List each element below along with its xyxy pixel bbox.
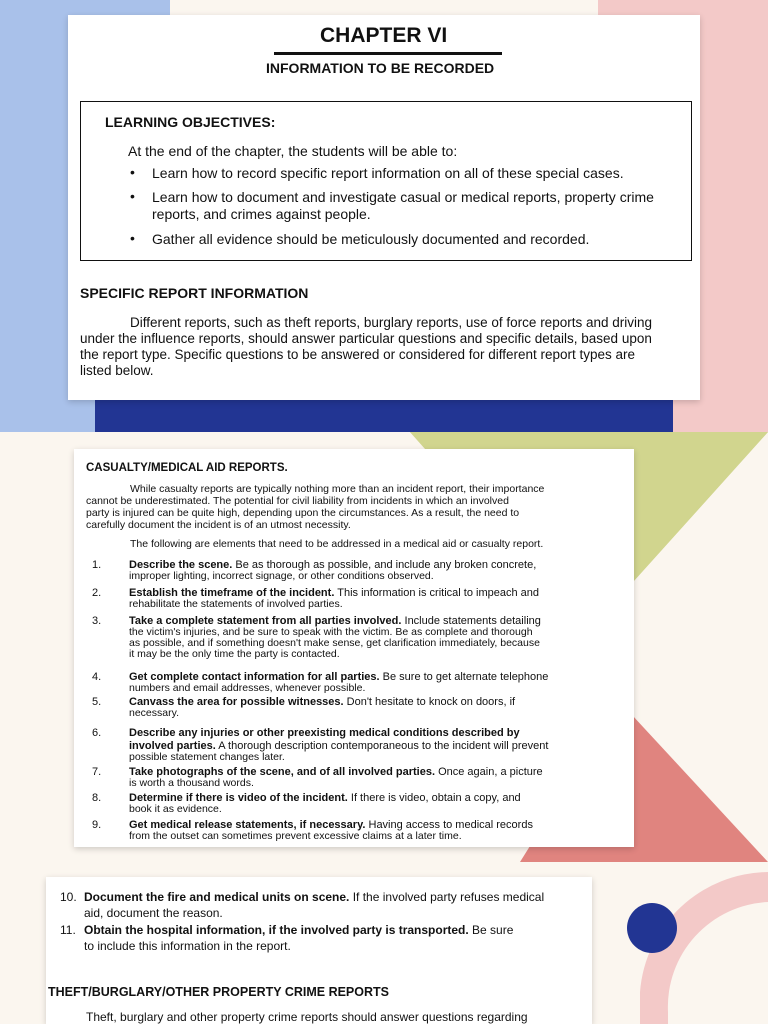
item-text-cont: from the outset can sometimes prevent excessive claims at a later time.: [129, 830, 462, 842]
item-text-cont: possible statement changes later.: [129, 751, 285, 763]
page-casualty-reports: [74, 449, 634, 847]
item-text-cont: it may be the only time the party is contacted.: [129, 648, 340, 660]
item-title: Take a complete statement from all parties involved.: [129, 615, 402, 627]
item-number: 1.: [92, 559, 102, 571]
item-title: Describe the scene.: [129, 559, 233, 571]
item-number: 6.: [92, 727, 102, 739]
objective-item: Gather all evidence should be meticulously documented and recorded.: [152, 231, 590, 247]
item-text-cont: book it as evidence.: [129, 803, 222, 815]
item-text: Once again, a picture: [435, 766, 543, 778]
item-text-cont: improper lighting, incorrect signage, or other conditions observed.: [129, 570, 434, 582]
intro-line: carefully document the incident is of an utmost necessity.: [86, 519, 351, 531]
item-text-cont: to include this information in the report.: [84, 939, 291, 953]
page-chapter-vi: [68, 15, 700, 400]
objective-item-cont: reports, and crimes against people.: [152, 206, 371, 222]
item-text: Include statements detailing: [401, 615, 541, 627]
item-number: 4.: [92, 671, 102, 683]
item-title: Get complete contact information for all parties.: [129, 671, 380, 683]
item-text: If the involved party refuses medical: [349, 890, 545, 904]
paragraph-line: Theft, burglary and other property crime reports should answer questions regarding: [86, 1010, 528, 1024]
item-title: Document the fire and medical units on scene.: [84, 890, 350, 904]
item-title: Determine if there is video of the incident.: [129, 792, 348, 804]
bullet-icon: •: [130, 188, 135, 204]
chapter-subtitle: INFORMATION TO BE RECORDED: [266, 60, 495, 76]
paragraph-line: under the influence reports, should answer particular questions and specific details, based upon: [80, 331, 652, 346]
item-number: 11.: [60, 923, 76, 937]
objective-item: Learn how to document and investigate casual or medical reports, property crime: [152, 189, 654, 205]
item-title: Establish the timeframe of the incident.: [129, 587, 335, 599]
list-item: [84, 890, 544, 904]
background-navy-band: [95, 398, 673, 432]
item-title: Take photographs of the scene, and of all involved parties.: [129, 766, 436, 778]
bullet-icon: •: [130, 164, 135, 180]
item-text: Be sure: [468, 923, 514, 937]
title-underline: [274, 52, 502, 55]
item-title: involved parties.: [129, 740, 216, 752]
item-number: 9.: [92, 819, 102, 831]
item-text-cont: is worth a thousand words.: [129, 777, 254, 789]
list-item: [129, 727, 520, 739]
item-number: 10.: [60, 890, 77, 904]
paragraph-line: Different reports, such as theft reports, burglary reports, use of force reports and driving: [130, 315, 652, 330]
item-text: If there is video, obtain a copy, and: [347, 792, 521, 804]
section-heading: THEFT/BURGLARY/OTHER PROPERTY CRIME REPORTS: [48, 985, 389, 999]
item-title: Canvass the area for possible witnesses.: [129, 696, 344, 708]
item-text: A thorough description contemporaneous to the incident will prevent: [215, 740, 549, 752]
list-item: [84, 923, 513, 937]
item-text-cont: as possible, and if something doesn't make sense, get clarification immediately, because: [129, 637, 540, 649]
item-number: 2.: [92, 587, 102, 599]
objective-item: Learn how to record specific report information on all of these special cases.: [152, 165, 624, 181]
item-text-cont: necessary.: [129, 707, 179, 719]
item-number: 5.: [92, 696, 102, 708]
item-text: This information is critical to impeach and: [334, 587, 539, 599]
objectives-intro: At the end of the chapter, the students will be able to:: [128, 143, 458, 159]
item-title: Obtain the hospital information, if the involved party is transported.: [84, 923, 469, 937]
item-number: 3.: [92, 615, 102, 627]
item-text-cont: rehabilitate the statements of involved parties.: [129, 598, 343, 610]
navy-dot: [627, 903, 677, 953]
list-item: [129, 696, 515, 708]
learning-objectives-box: [80, 101, 692, 261]
item-text: Having access to medical records: [365, 819, 533, 831]
item-text-cont: aid, document the reason.: [84, 906, 223, 920]
page-continued: [46, 877, 592, 1024]
item-text: Be as thorough as possible, and include any broken concrete,: [232, 559, 537, 571]
chapter-title: CHAPTER VI: [320, 24, 448, 47]
intro-line: party is injured can be quite high, depending upon the circumstances. As a result, the need to: [86, 507, 520, 519]
item-text: Be sure to get alternate telephone: [379, 671, 549, 683]
item-text: Don't hesitate to knock on doors, if: [343, 696, 516, 708]
item-text-cont: the victim's injuries, and be sure to speak with the victim. Be as complete and thorough: [129, 626, 533, 638]
section-heading: CASUALTY/MEDICAL AID REPORTS.: [86, 462, 288, 474]
bullet-icon: •: [130, 230, 135, 246]
section-heading: SPECIFIC REPORT INFORMATION: [80, 285, 309, 301]
item-title: Describe any injuries or other preexisting medical conditions described by: [129, 727, 520, 739]
intro-line: cannot be underestimated. The potential for civil liability from incidents in which an involved: [86, 495, 509, 507]
item-title: Get medical release statements, if necessary.: [129, 819, 366, 831]
paragraph-line: listed below.: [80, 363, 154, 378]
item-number: 8.: [92, 792, 102, 804]
lead-line: The following are elements that need to be addressed in a medical aid or casualty report.: [130, 538, 544, 550]
paragraph-line: the report type. Specific questions to be answered or considered for different report types are: [80, 347, 636, 362]
item-number: 7.: [92, 766, 102, 778]
item-text-cont: numbers and email addresses, whenever possible.: [129, 682, 366, 694]
intro-line: While casualty reports are typically nothing more than an incident report, their importance: [130, 483, 545, 495]
objectives-heading: LEARNING OBJECTIVES:: [105, 114, 276, 130]
